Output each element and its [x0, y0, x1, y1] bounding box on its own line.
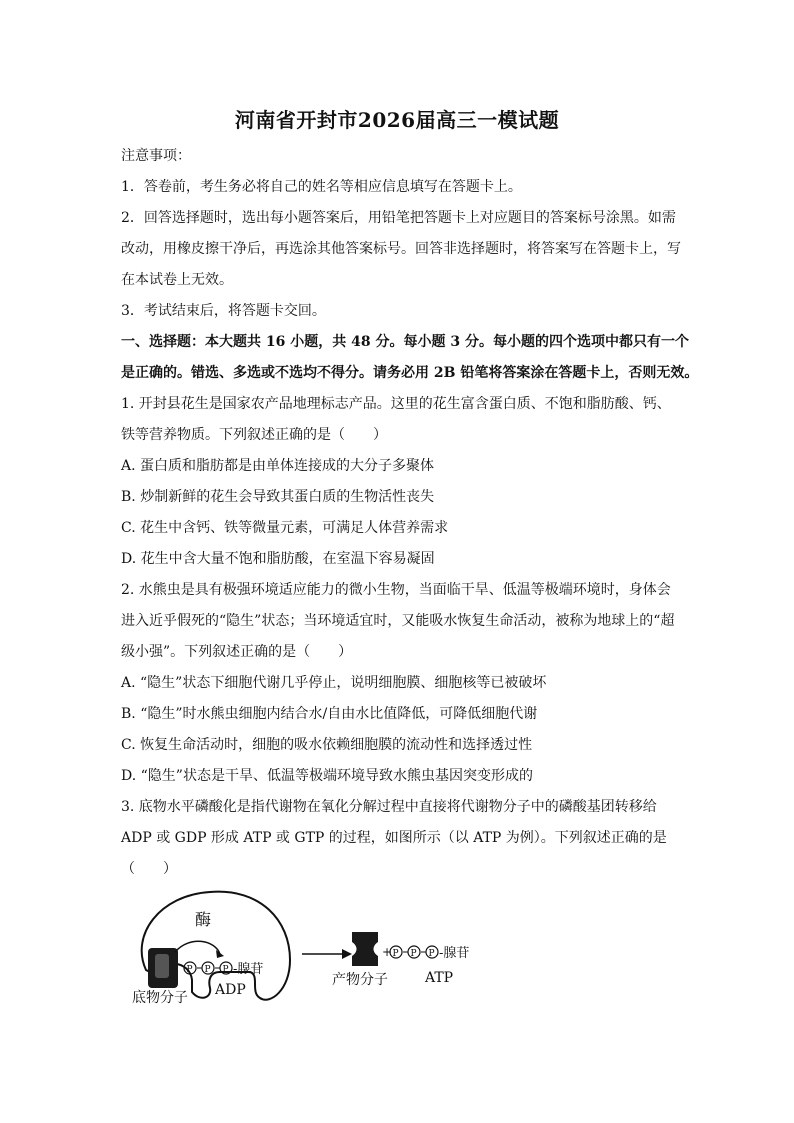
- atp-label: ATP: [425, 970, 454, 986]
- product-molecule: [352, 932, 378, 966]
- notice-heading: 注意事项：: [121, 148, 191, 164]
- svg-text:P: P: [222, 965, 229, 975]
- q2-stem-line-1: 2. 水熊虫是具有极强环境适应能力的微小生物，当面临干旱、低温等极端环境时，身体会: [121, 582, 671, 598]
- transfer-arrow: [175, 941, 220, 954]
- q2-option-b: B. “隐生”时水熊虫细胞内结合水/自由水比值降低，可降低细胞代谢: [121, 706, 538, 722]
- plus-sign: +: [382, 945, 393, 959]
- q3-stem-line-2: ADP 或 GDP 形成 ATP 或 GTP 的过程，如图所示（以 ATP 为例）。下列叙述正确的是: [121, 830, 667, 846]
- atp-phosphate-2-icon: [408, 946, 420, 959]
- substrate-molecule: [148, 948, 178, 988]
- q2-option-a: A. “隐生”状态下细胞代谢几乎停止，说明细胞膜、细胞核等已被破坏: [121, 675, 547, 691]
- svg-text:P: P: [204, 965, 211, 975]
- exam-title: 河南省开封市2026届高三一模试题: [234, 108, 560, 132]
- adp-adenosine-text: -腺苷: [233, 962, 264, 977]
- notice-item-2-line-1: 2．回答选择题时，选出每小题答案后，用铅笔把答题卡上对应题目的答案标号涂黑。如需: [121, 210, 676, 226]
- adp-phosphate-1-icon: [202, 962, 214, 975]
- q1-stem-line-2: 铁等营养物质。下列叙述正确的是（ ）: [121, 427, 387, 443]
- q2-option-d: D. “隐生”状态是干旱、低温等极端环境导致水熊虫基因突变形成的: [121, 768, 533, 784]
- atp-adenosine-text: -腺苷: [439, 946, 470, 961]
- notice-item-2-line-2: 改动，用橡皮擦干净后，再选涂其他答案标号。回答非选择题时，将答案写在答题卡上，写: [121, 241, 681, 257]
- notice-item-3: 3．考试结束后，将答题卡交回。: [121, 303, 326, 319]
- enzyme-label: 酶: [195, 910, 212, 929]
- atp-phosphate-1-icon: [390, 946, 402, 959]
- q2-option-c: C. 恢复生命活动时，细胞的吸水依赖细胞膜的流动性和选择透过性: [121, 737, 533, 753]
- q1-option-d: D. 花生中含大量不饱和脂肪酸，在室温下容易凝固: [121, 551, 435, 567]
- svg-text:P: P: [392, 949, 399, 959]
- q1-option-c: C. 花生中含钙、铁等微量元素，可满足人体营养需求: [121, 520, 449, 536]
- adp-label: ADP: [215, 982, 246, 998]
- section-instructions-line-2: 是正确的。错选、多选或不选均不得分。请务必用 2B 铅笔将答案涂在答题卡上，否则无效。: [121, 365, 699, 381]
- substrate-phosphate-icon: [184, 962, 196, 975]
- substrate-label: 底物分子: [132, 990, 188, 1006]
- q3-stem-line-3: （ ）: [121, 861, 177, 877]
- q2-stem-line-3: 级小强”。下列叙述正确的是（ ）: [121, 644, 353, 660]
- svg-text:P: P: [428, 949, 435, 959]
- phosphorylation-diagram: [120, 880, 500, 1020]
- product-label: 产物分子: [332, 972, 388, 988]
- svg-text:P: P: [186, 965, 193, 975]
- q1-option-a: A. 蛋白质和脂肪都是由单体连接成的大分子多聚体: [121, 458, 435, 474]
- svg-text:P: P: [410, 949, 417, 959]
- notice-item-1: 1．答卷前，考生务必将自己的姓名等相应信息填写在答题卡上。: [121, 179, 522, 195]
- q3-stem-line-1: 3. 底物水平磷酸化是指代谢物在氧化分解过程中直接将代谢物分子中的磷酸基团转移给: [121, 799, 657, 815]
- q1-option-b: B. 炒制新鲜的花生会导致其蛋白质的生物活性丧失: [121, 489, 435, 505]
- q1-stem-line-1: 1. 开封县花生是国家农产品地理标志产品。这里的花生富含蛋白质、不饱和脂肪酸、钙、: [121, 396, 671, 412]
- atp-phosphate-3-icon: [426, 946, 438, 959]
- q2-stem-line-2: 进入近乎假死的“隐生”状态；当环境适宜时，又能吸水恢复生命活动，被称为地球上的“超: [121, 613, 675, 629]
- notice-item-2-line-3: 在本试卷上无效。: [121, 272, 233, 288]
- adp-phosphate-2-icon: [220, 962, 232, 975]
- section-instructions-line-1: 一、选择题：本大题共 16 小题，共 48 分。每小题 3 分。每小题的四个选项中都只有一个: [121, 334, 689, 350]
